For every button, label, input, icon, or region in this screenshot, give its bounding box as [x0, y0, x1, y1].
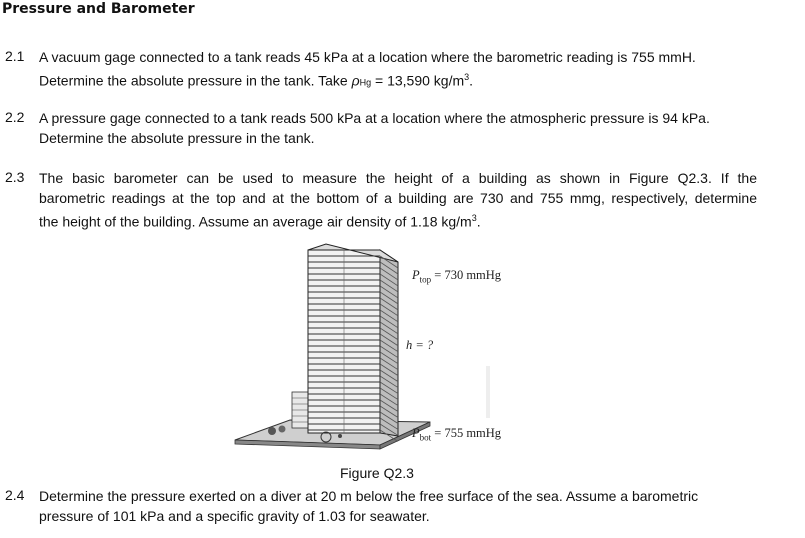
problem-number-2-1: 2.1 [5, 48, 25, 64]
problem-2-1-line-2 [39, 67, 757, 93]
problem-2-3-line-1: The basic barometer can be used to measure the height of a building as shown in Figure Q2.3. If the [39, 170, 757, 186]
p-top-value: = 730 mmHg [431, 268, 502, 282]
building-illustration [230, 240, 550, 452]
problem-2-4-line-2: pressure of 101 kPa and a specific gravity of 1.03 for seawater. [39, 508, 430, 524]
p-bot-value: = 755 mmHg [431, 426, 502, 440]
problem-2-1-line-2-end: . [469, 72, 474, 89]
problem-number-2-2: 2.2 [5, 109, 25, 125]
problem-2-2-line-1: A pressure gage connected to a tank reads 500 kPa at a location where the atmospheric pressure is 94 kPa. [39, 110, 710, 126]
figure-caption: Figure Q2.3 [340, 465, 414, 481]
problem-2-3-line-2: barometric readings at the top and at the bottom of a building are 730 and 755 mmg, respectively, determine [39, 190, 757, 206]
problem-2-3-line-3 [39, 208, 757, 232]
building-figure [230, 240, 550, 452]
problem-2-1-line-2-pre: Determine the absolute pressure in the tank. Take [39, 72, 352, 89]
p-bot-subscript: bot [419, 432, 432, 443]
p-bot-label [412, 426, 501, 443]
problem-2-3-line-3-end: . [476, 213, 481, 230]
problem-2-3-text [39, 168, 757, 232]
problem-2-1-line-2-post: = 13,590 kg/m [371, 72, 465, 89]
page-title: Pressure and Barometer [2, 1, 195, 17]
p-top-label [412, 268, 501, 285]
p-bot-symbol: P [412, 426, 420, 440]
height-label: h = ? [406, 338, 434, 352]
rho-symbol: ρ [351, 72, 360, 89]
rho-subscript: Hg [359, 77, 372, 88]
problem-2-4-line-1: Determine the pressure exerted on a diver at 20 m below the free surface of the sea. Assume a barometric [39, 488, 699, 504]
problem-2-1-text [39, 47, 757, 93]
problem-2-4-text [39, 486, 757, 526]
problem-number-2-4: 2.4 [5, 487, 25, 503]
problem-2-2-text [39, 108, 757, 148]
cubed-superscript: 3 [471, 213, 477, 223]
p-top-subscript: top [419, 274, 432, 285]
cubed-superscript: 3 [464, 72, 470, 82]
p-top-symbol: P [412, 268, 420, 282]
problem-number-2-3: 2.3 [5, 169, 25, 185]
problem-2-1-line-1: A vacuum gage connected to a tank reads 45 kPa at a location where the barometric reading is 755 mmH. [39, 49, 696, 65]
problem-2-3-line-3-pre: the height of the building. Assume an average air density of 1.18 kg/m [39, 213, 472, 230]
problem-2-2-line-2: Determine the absolute pressure in the tank. [39, 130, 315, 146]
